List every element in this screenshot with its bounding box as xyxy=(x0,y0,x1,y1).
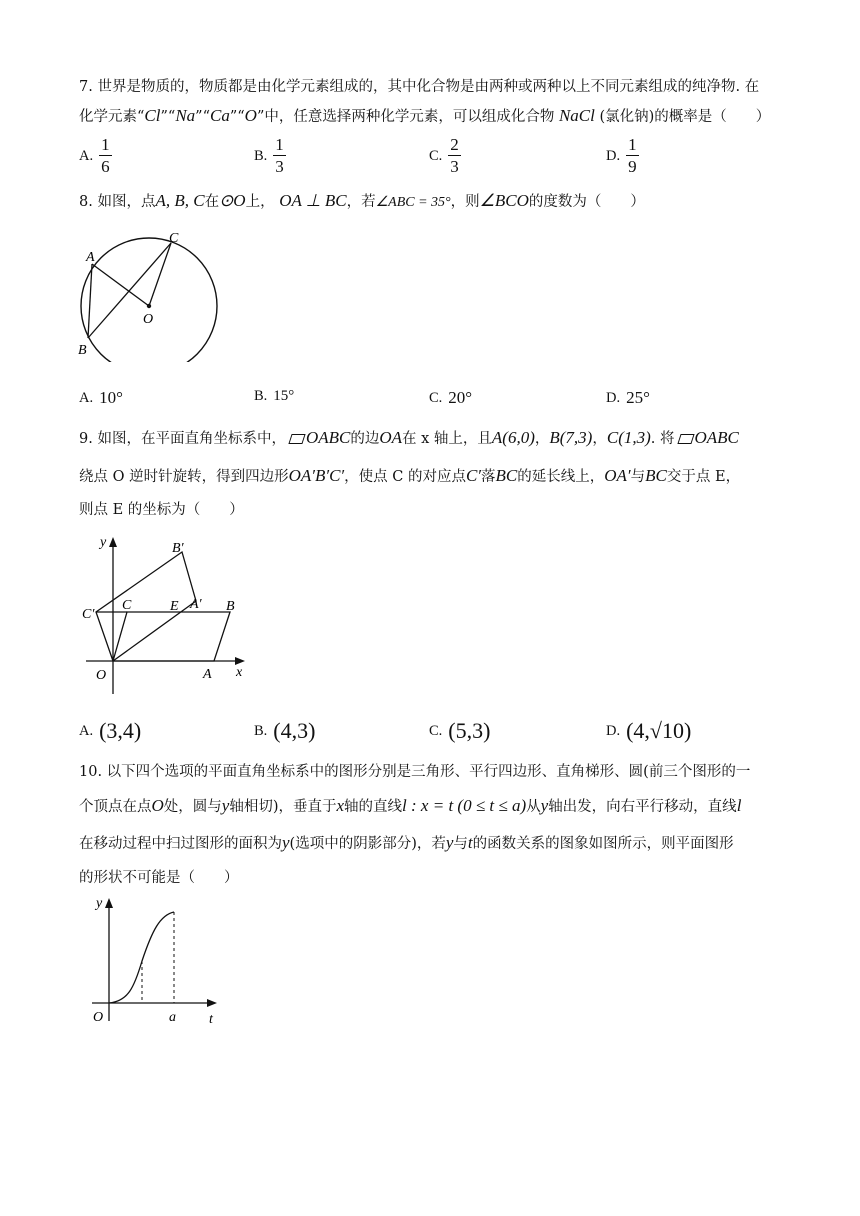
q9-rotated-quad: OA′B′C′ xyxy=(288,466,345,485)
q7-sep2: ”“ xyxy=(195,109,210,125)
q7-text-a: 化学元素“ xyxy=(79,109,145,125)
q7-element-cl: Cl xyxy=(144,106,161,125)
q9-label-a: A xyxy=(203,667,212,682)
q7-element-ca: Ca xyxy=(209,106,230,125)
q9-option-c[interactable]: C. (5,3) xyxy=(429,718,491,743)
q8-stem: 8. 如图，点A, B, C在⊙O上， OA ⊥ BC，若∠ABC = 35°，则∠BCO的度数为（ ） xyxy=(79,191,645,210)
q9-label-x: x xyxy=(236,665,243,680)
q8-center-dot xyxy=(147,304,151,308)
q10-label-y: y xyxy=(96,896,103,911)
q7-option-c[interactable]: C. $\frac{2}{3}$ xyxy=(429,135,459,176)
q10-line2: 个顶点在点O处，圆与y轴相切)，垂直于x轴的直线l : x = t (0 ≤ t ≤ a)从y轴出发，向右平行移动，直线l xyxy=(79,796,742,815)
parallelogram-icon xyxy=(288,434,305,444)
q9-label-c-prime: C′ xyxy=(82,607,95,622)
fraction: $\frac{1}{3}$ xyxy=(275,135,284,176)
q8-segment-co xyxy=(149,243,171,306)
q10-label-a: a xyxy=(169,1010,176,1025)
q9-point-c: C(1,3) xyxy=(606,428,651,447)
q7-option-b[interactable]: B. $\frac{1}{3}$ xyxy=(254,135,284,176)
q9-option-b[interactable]: B. (4,3) xyxy=(254,718,316,743)
q7-sep3: ”“ xyxy=(229,109,245,125)
q9-label-b: B xyxy=(226,599,235,614)
q7-option-d[interactable]: D. $\frac{1}{9}$ xyxy=(606,135,637,176)
q10-line-equation: l : x = t (0 ≤ t ≤ a) xyxy=(402,796,527,815)
q7-line2 xyxy=(79,106,770,127)
q9-y-arrow xyxy=(109,537,117,547)
q8-segment-bc xyxy=(88,243,171,338)
q7-line1: 7. 世界是物质的，物质都是由化学元素组成的，其中化合物是由两种或两种以上不同元素组成的纯净物. 在 xyxy=(79,79,760,95)
q8-circle-shape xyxy=(81,238,217,362)
q9-parallelogram-rotated xyxy=(96,552,196,661)
q9-label-y: y xyxy=(100,535,107,550)
q8-option-a[interactable]: A. 10° xyxy=(79,388,123,407)
q9-label-o: O xyxy=(96,668,107,683)
q10-curve xyxy=(109,912,174,1003)
q9-option-d[interactable]: D. (4,√10) xyxy=(606,718,692,743)
q10-t-arrow xyxy=(207,999,217,1007)
q8-option-d[interactable]: D. 25° xyxy=(606,388,650,407)
q10-figure xyxy=(78,893,228,1031)
q8-points: A, B, C xyxy=(155,191,205,210)
q9-point-b: B(7,3) xyxy=(549,428,593,447)
q9-parallelogram-name: OABC xyxy=(305,428,351,447)
q7-element-na: Na xyxy=(175,106,196,125)
q8-option-c[interactable]: C. 20° xyxy=(429,388,473,407)
q8-option-b[interactable]: B. 15° xyxy=(254,388,295,404)
q8-label-b: B xyxy=(78,343,87,358)
q7-text-b: ”中，任意选择两种化学元素，可以组成化合物 xyxy=(256,109,555,125)
q8-label-o: O xyxy=(143,312,154,327)
q9-line3: 则点 E 的坐标为（ ） xyxy=(79,502,244,518)
fraction: $\frac{1}{9}$ xyxy=(628,135,637,176)
q10-line4: 的形状不可能是（ ） xyxy=(79,870,239,886)
q9-point-a: A(6,0) xyxy=(491,428,535,447)
q9-line2: 绕点 O 逆时针旋转，得到四边形OA′B′C′，使点 C 的对应点C′落BC的延长线上，OA′与BC交于点 E， xyxy=(79,466,741,485)
q9-label-b-prime: B′ xyxy=(172,541,184,556)
q9-label-e: E xyxy=(170,599,179,614)
q8-condition-perp: OA ⊥ BC xyxy=(279,191,347,210)
q9-figure xyxy=(78,532,258,700)
q7-option-a[interactable]: A. $\frac{1}{6}$ xyxy=(79,135,110,176)
fraction: $\frac{2}{3}$ xyxy=(450,135,459,176)
q10-line3: 在移动过程中扫过图形的面积为y(选项中的阴影部分)，若y与t的函数关系的图象如图所示，则平面图形 xyxy=(79,833,734,852)
q8-segment-ao xyxy=(92,264,149,306)
q7-sep1: ”“ xyxy=(160,109,176,125)
q9-line1: 9. 如图，在平面直角坐标系中， OABC的边OA在 x 轴上，且A(6,0)，B(7,3)，C(1,3). 将 OABC xyxy=(79,428,739,447)
q10-label-o: O xyxy=(93,1010,104,1025)
q7-element-o: O xyxy=(244,106,257,125)
q7-text-c: (氯化钠)的概率是（ ） xyxy=(599,109,771,125)
q9-x-arrow xyxy=(235,657,245,665)
q9-label-c: C xyxy=(122,598,132,613)
q8-label-a: A xyxy=(86,250,95,265)
q8-circle: ⊙O xyxy=(219,191,246,210)
q10-y-arrow xyxy=(105,898,113,908)
parallelogram-icon xyxy=(677,434,694,444)
q8-condition-angle: ∠ABC = 35° xyxy=(375,195,451,210)
q10-line1: 10. 以下四个选项的平面直角坐标系中的图形分别是三角形、平行四边形、直角梯形、圆(前三个图形的一 xyxy=(79,764,751,780)
q8-target-angle: ∠BCO xyxy=(479,191,529,210)
q8-label-c: C xyxy=(169,231,179,246)
q7-compound: NaCl xyxy=(558,106,595,125)
q9-option-a[interactable]: A. (3,4) xyxy=(79,718,142,743)
q8-figure xyxy=(72,226,224,362)
fraction: $\frac{1}{6}$ xyxy=(101,135,110,176)
q10-label-t: t xyxy=(209,1012,213,1027)
q9-label-a-prime: A′ xyxy=(190,597,202,612)
